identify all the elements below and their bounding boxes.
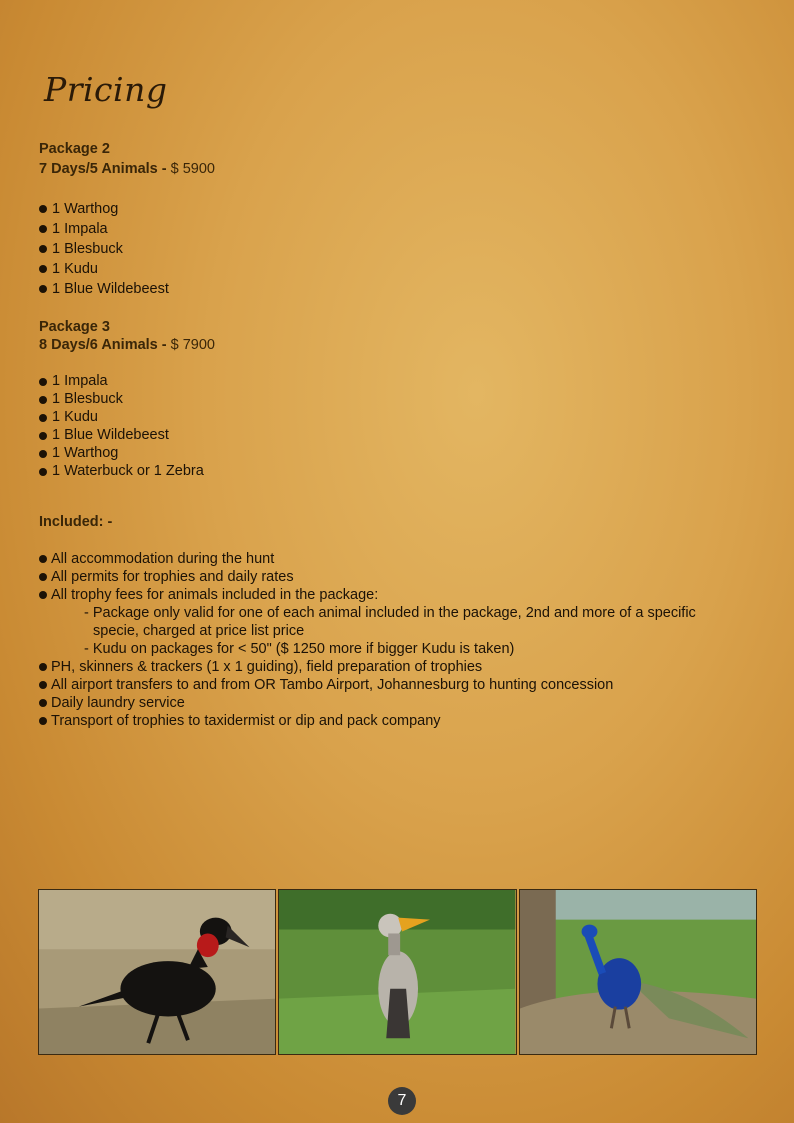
list-item: 1 Kudu (39, 259, 169, 279)
sub-list (51, 604, 739, 658)
package-2-price-line (39, 161, 215, 177)
list-item: 1 Warthog (39, 199, 169, 219)
list-item: 1 Kudu (39, 408, 204, 426)
list-item: 1 Impala (39, 372, 204, 390)
list-item: 1 Blesbuck (39, 239, 169, 259)
package-2-price: $ 5900 (170, 161, 215, 177)
list-item: 1 Impala (39, 219, 169, 239)
package-3-duration: 8 Days/6 Animals - (39, 337, 167, 353)
package-2-name: Package 2 (39, 141, 110, 157)
list-item: 1 Blue Wildebeest (39, 279, 169, 299)
package-2-animal-list (39, 199, 169, 299)
list-item: All permits for trophies and daily rates (39, 568, 739, 586)
list-item-label: All trophy fees for animals included in the package: (51, 587, 379, 603)
list-item: Daily laundry service (39, 694, 739, 712)
page-title: Pricing (44, 70, 168, 109)
included-list (39, 550, 739, 730)
list-item: All accommodation during the hunt (39, 550, 739, 568)
list-item: PH, skinners & trackers (1 x 1 guiding), field preparation of trophies (39, 658, 739, 676)
package-3-name: Package 3 (39, 319, 110, 335)
package-3-price-line (39, 337, 215, 353)
package-2-duration: 7 Days/5 Animals - (39, 161, 167, 177)
sub-list-item: - Package only valid for one of each animal included in the package, 2nd and more of a specific specie, charged at price list price (84, 605, 696, 639)
photo-strip (38, 889, 757, 1055)
list-item: Transport of trophies to taxidermist or dip and pack company (39, 712, 739, 730)
list-item: 1 Blesbuck (39, 390, 204, 408)
ground-hornbill-photo (38, 889, 276, 1055)
sub-list-item: - Kudu on packages for < 50" ($ 1250 more if bigger Kudu is taken) (84, 641, 515, 657)
list-item: 1 Blue Wildebeest (39, 426, 204, 444)
peacock-photo (519, 889, 757, 1055)
package-3-animal-list (39, 372, 204, 480)
package-3-price: $ 7900 (170, 337, 215, 353)
list-item (39, 586, 739, 658)
included-title: Included: - (39, 514, 113, 530)
list-item: 1 Warthog (39, 444, 204, 462)
page-number: 7 (388, 1087, 416, 1115)
list-item: All airport transfers to and from OR Tambo Airport, Johannesburg to hunting concession (39, 676, 739, 694)
yellow-billed-hornbill-photo (278, 889, 516, 1055)
list-item: 1 Waterbuck or 1 Zebra (39, 462, 204, 480)
